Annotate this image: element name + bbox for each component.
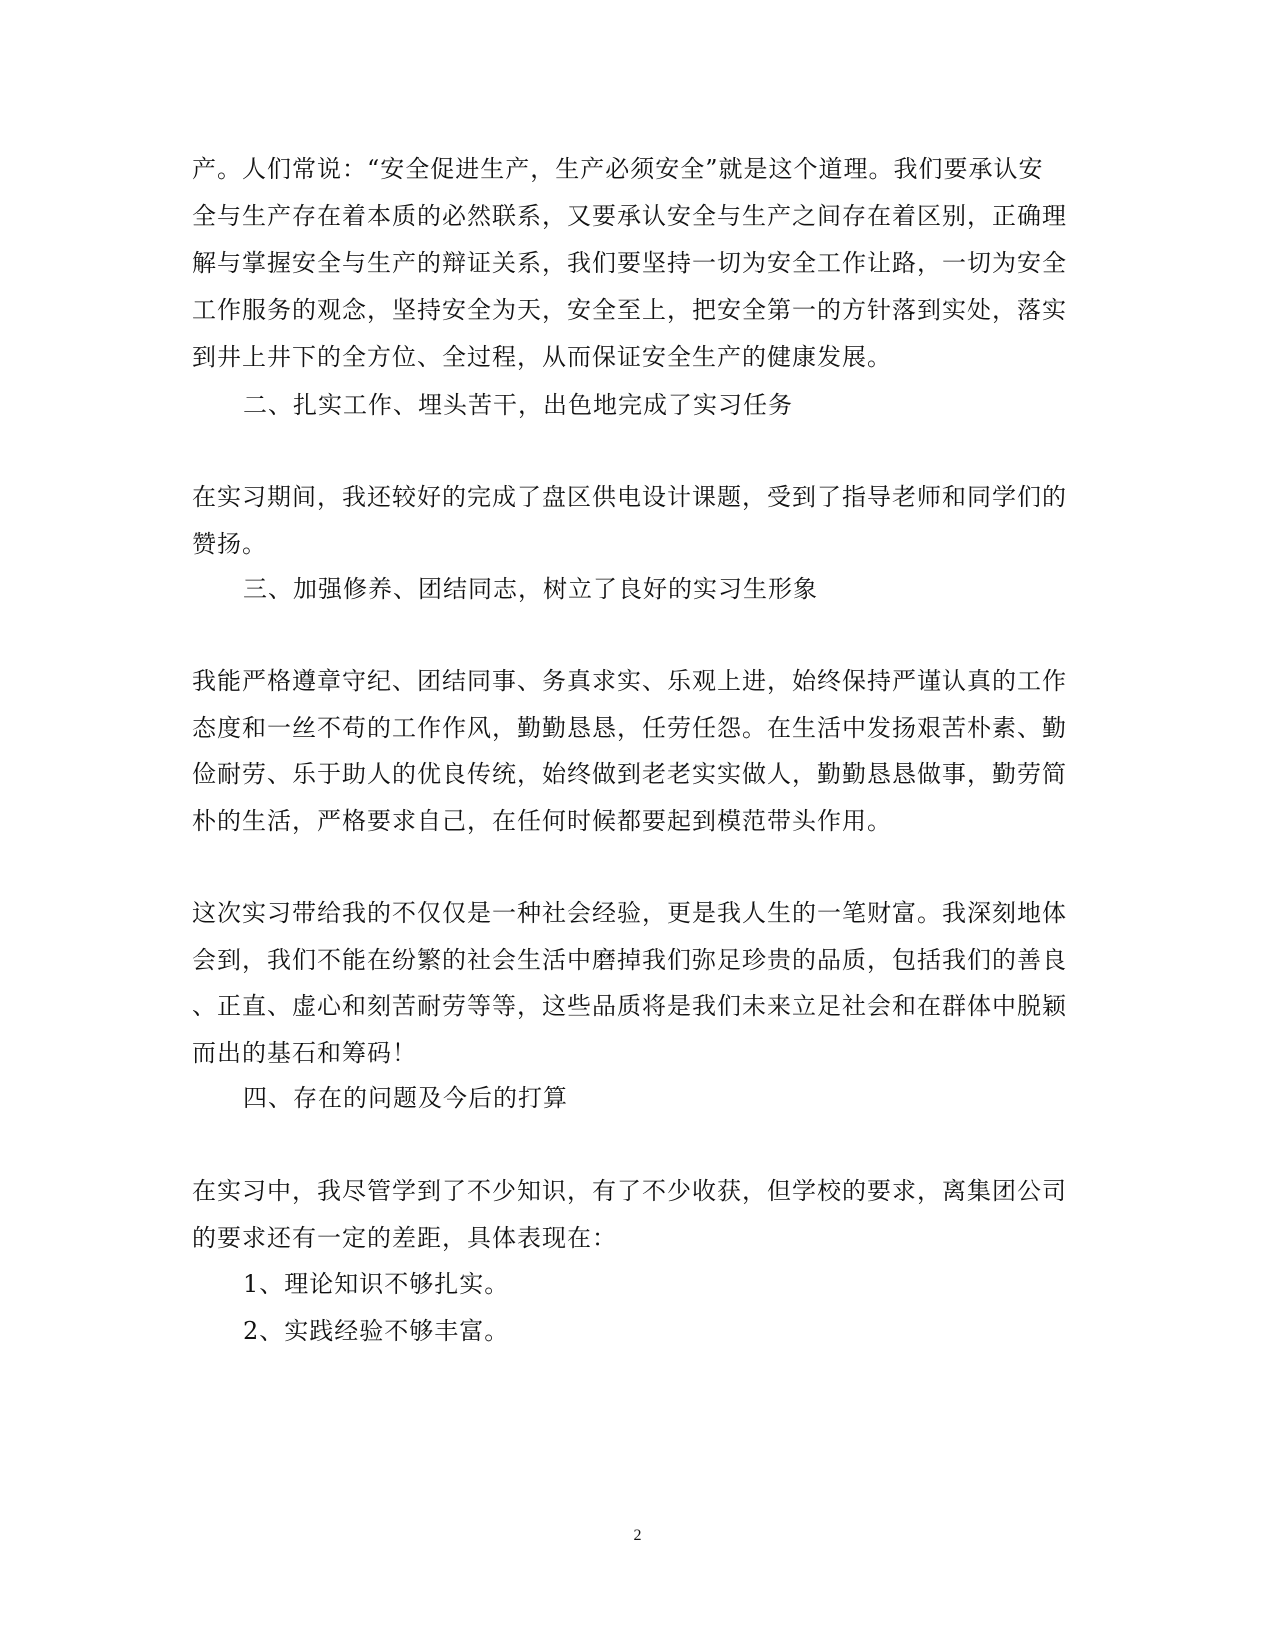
text-line: 在实习中，我尽管学到了不少知识，有了不少收获，但学校的要求，离集团公司 — [192, 1177, 1067, 1205]
section-heading: 四、存在的问题及今后的打算 — [243, 1084, 568, 1112]
text-line: 工作服务的观念，坚持安全为天，安全至上，把安全第一的方针落到实处，落实 — [192, 296, 1067, 324]
text-line: 而出的基石和筹码！ — [192, 1039, 417, 1067]
text-line: 这次实习带给我的不仅仅是一种社会经验，更是我人生的一笔财富。我深刻地体 — [192, 899, 1067, 927]
list-item: 2、实践经验不够丰富。 — [243, 1317, 510, 1345]
text-line: 解与掌握安全与生产的辩证关系，我们要坚持一切为安全工作让路，一切为安全 — [192, 249, 1067, 277]
text-line: 会到，我们不能在纷繁的社会生活中磨掉我们弥足珍贵的品质，包括我们的善良 — [192, 946, 1067, 974]
text-line: 的要求还有一定的差距，具体表现在： — [192, 1224, 617, 1252]
text-line: 到井上井下的全方位、全过程，从而保证安全生产的健康发展。 — [192, 343, 892, 371]
page-number: 2 — [633, 1527, 642, 1544]
text-line: 赞扬。 — [192, 530, 267, 558]
list-item: 1、理论知识不够扎实。 — [243, 1270, 510, 1298]
text-line: 在实习期间，我还较好的完成了盘区供电设计课题，受到了指导老师和同学们的 — [192, 483, 1067, 511]
text-line: 、正直、虚心和刻苦耐劳等等，这些品质将是我们未来立足社会和在群体中脱颖 — [192, 992, 1067, 1020]
section-heading: 三、加强修养、团结同志，树立了良好的实习生形象 — [243, 575, 818, 603]
text-line: 全与生产存在着本质的必然联系，又要承认安全与生产之间存在着区别，正确理 — [192, 202, 1067, 230]
text-line: 我能严格遵章守纪、团结同事、务真求实、乐观上进，始终保持严谨认真的工作 — [192, 667, 1067, 695]
text-line: 俭耐劳、乐于助人的优良传统，始终做到老老实实做人，勤勤恳恳做事，勤劳简 — [192, 760, 1067, 788]
text-line: 产。人们常说：“安全促进生产，生产必须安全”就是这个道理。我们要承认安 — [192, 155, 1044, 183]
text-line: 朴的生活，严格要求自己，在任何时候都要起到模范带头作用。 — [192, 807, 892, 835]
section-heading: 二、扎实工作、埋头苦干，出色地完成了实习任务 — [243, 391, 793, 419]
text-line: 态度和一丝不苟的工作作风，勤勤恳恳，任劳任怨。在生活中发扬艰苦朴素、勤 — [192, 714, 1067, 742]
